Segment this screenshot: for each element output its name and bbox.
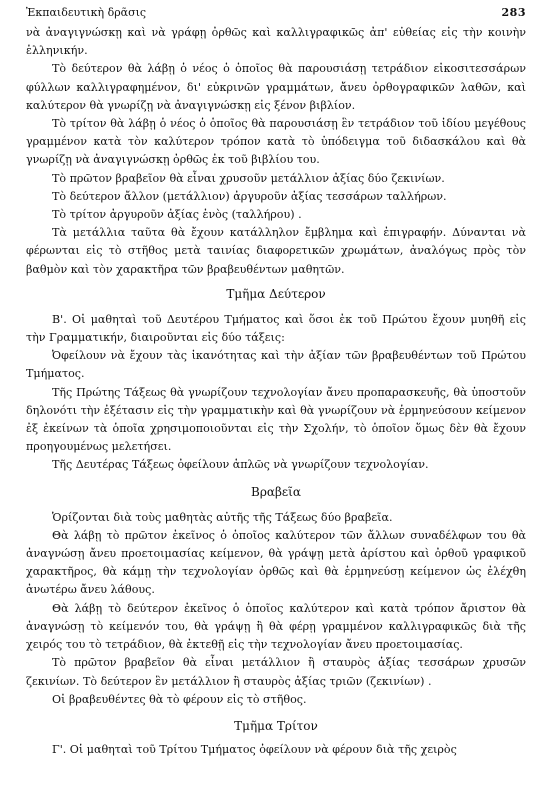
paragraph-second-award: Τὸ δεύτερον ἄλλον (μετάλλιον) ἀργυροῦν ἀξίας τεσσάρων ταλλήρων. (52, 189, 447, 203)
paragraph-second-prize: Τὸ δεύτερον θὰ λάβῃ ὁ νέος ὁ ὁποῖος θὰ παρουσιάσῃ τετράδιον εἰκοσιτεσσάρων φύλλων καλλιγραφημένον, δι' εὐκρινῶν γραμμάτων, ἄνευ ὀρθογραφικῶν λαθῶν, καὶ καλύτερον θὰ γνωρίζῃ νὰ ἀναγιγνώσκῃ εἰς ξένον βιβλίον. (26, 62, 526, 112)
paragraph-prizes-defined: Ὁρίζονται διὰ τοὺς μαθητὰς αὐτῆς τῆς Τάξεως δύο βραβεῖα. (52, 510, 393, 524)
body-text (26, 24, 526, 759)
paragraph-third-prize: Τὸ τρίτον θὰ λάβῃ ὁ νέος ὁ ὁποῖος θὰ παρουσιάσῃ ἓν τετράδιον τοῦ ἰδίου μεγέθους γραμμένον κατὰ τὸν καλύτερον τρόπον κατὰ τὸ ὑπόδειγμα τοῦ διδασκάλου καὶ θὰ γνωρίζῃ νὰ ἀναγιγνώσκῃ ὀρθῶς ἐκ τοῦ βιβλίου του. (26, 117, 526, 167)
paragraph-third-award: Τὸ τρίτον ἀργυροῦν ἀξίας ἑνὸς (ταλλήρου) . (52, 208, 302, 222)
paragraph-continued: νὰ ἀναγιγνώσκῃ καὶ νὰ γράφῃ ὀρθῶς καὶ καλλιγραφικῶς ἀπ' εὐθείας εἰς τὴν κοινὴν ἑλληνικήν. (26, 26, 526, 58)
paragraph-wear-on-chest: Οἱ βραβευθέντες θὰ τὸ φέρουν εἰς τὸ στῆθος. (52, 692, 307, 706)
section-heading-third: Τμῆμα Τρίτον (234, 718, 318, 733)
paragraph-second-prize-criteria: Θὰ λάβῃ τὸ δεύτερον ἐκεῖνος ὁ ὁποῖος καλύτερον καὶ κατὰ τρόπον ἄριστον θὰ ἀναγνώσῃ τὸ κείμενόν του, θὰ γράψῃ ἢ θὰ φέρῃ γραμμένον καλλιγραφικῶς διὰ τῆς χειρός του τὸ τετράδιον, θὰ ἐκτεθῇ εἰς τὴν τεχνολογίαν ἄνευ προετοιμασίας. (26, 601, 526, 652)
paragraph-second-class: Τῆς Δευτέρας Τάξεως ὀφείλουν ἁπλῶς νὰ γνωρίζουν τεχνολογίαν. (52, 458, 429, 472)
section-heading-second: Τμῆμα Δεύτερον (226, 286, 326, 301)
paragraph-prize-values: Τὸ πρῶτον βραβεῖον θὰ εἶναι μετάλλιον ἢ σταυρὸς ἀξίας τεσσάρων χρυσῶν ζεκινίων. Τὸ δεύτερον ἓν μετάλλιον ἢ σταυρὸς ἀξίας τριῶν (ζεκινίων) . (26, 656, 526, 688)
paragraph-first-award: Τὸ πρῶτον βραβεῖον θὰ εἶναι χρυσοῦν μετάλλιον ἀξίας δύο ζεκινίων. (52, 171, 445, 185)
paragraph-section-b: Β'. Οἱ μαθηταὶ τοῦ Δευτέρου Τμήματος καὶ ὅσοι ἐκ τοῦ Πρώτου ἔχουν μυηθῆ εἰς τὴν Γραμματικήν, διαιροῦνται εἰς δύο τάξεις: (26, 312, 526, 345)
page-number: 283 (501, 6, 526, 19)
paragraph-first-prize-criteria: Θὰ λάβῃ τὸ πρῶτον ἐκεῖνος ὁ ὁποῖος καλύτερον τῶν ἄλλων συναδέλφων του θὰ ἀναγνώσῃ ἄνευ προετοιμασίας κείμενον, θὰ γράψῃ μετὰ ἀρίστου καὶ ὀρθοῦ γραφικοῦ χαρακτῆρος, θὰ κάμῃ τὴν τεχνολογίαν ὀρθῶς καὶ θὰ ἑρμηνεύσῃ κείμενον ὡς ἐλέχθη ἀνωτέρω ἄνευ λάθους. (26, 528, 526, 597)
running-title: Ἐκπαιδευτικὴ δρᾶσις (26, 6, 147, 19)
paragraph-section-c: Γ'. Οἱ μαθηταὶ τοῦ Τρίτου Τμήματος ὀφείλουν νὰ φέρουν διὰ τῆς χειρὸς (52, 742, 457, 756)
running-header (26, 6, 526, 20)
paragraph-obligations: Ὀφείλουν νὰ ἔχουν τὰς ἱκανότητας καὶ τὴν ἀξίαν τῶν βραβευθέντων τοῦ Πρώτου Τμήματος. (26, 349, 526, 381)
paragraph-medals: Τὰ μετάλλια ταῦτα θὰ ἔχουν κατάλληλον ἔμβλημα καὶ ἐπιγραφήν. Δύνανται νὰ φέρωνται εἰς τὸ στῆθος μετὰ ταινίας διαφορετικῶν χρωμάτων, ἀναλόγως πρὸς τὸν βαθμὸν καὶ τὸν χαρακτῆρα τῶν βραβευθέντων μαθητῶν. (26, 226, 526, 276)
section-heading-prizes: Βραβεῖα (251, 484, 301, 499)
paragraph-first-class: Τῆς Πρώτης Τάξεως θὰ γνωρίζουν τεχνολογίαν ἄνευ προπαρασκευῆς, θὰ ὑποστοῦν δηλονότι τὴν ἐξέτασιν εἰς τὴν γραμματικὴν καὶ θὰ γνωρίζουν νὰ ἑρμηνεύσουν κείμενον ἐξ ἐκείνων τὰ ὁποῖα χρησιμοποιοῦνται εἰς τὴν Σχολήν, τὸ ὁποῖον ὅμως δὲν θὰ ἔχουν προηγουμένως μελετήσει. (26, 385, 526, 454)
